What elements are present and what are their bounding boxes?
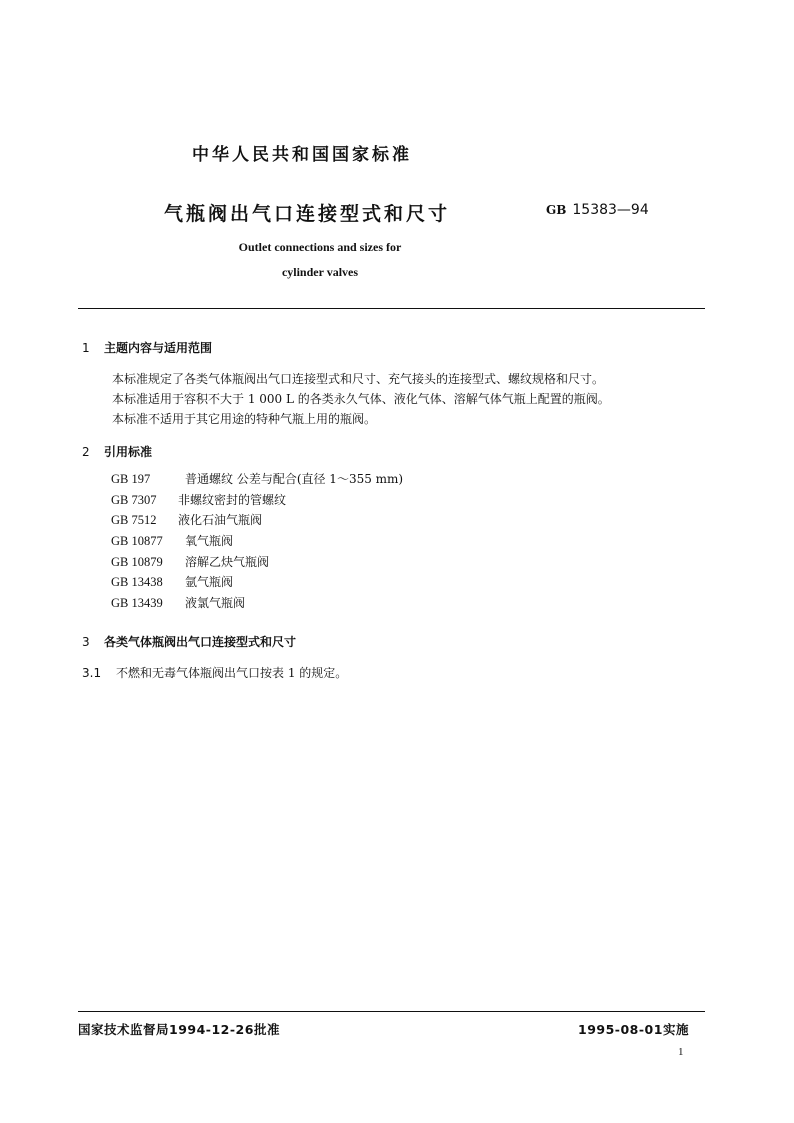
national-standard-title: 中华人民共和国国家标准 <box>192 145 412 165</box>
reference-title: 溶解乙炔气瓶阀 <box>185 554 270 569</box>
reference-code: GB 13439 <box>111 596 163 611</box>
standard-number: 15383—94 <box>572 202 649 218</box>
reference-item <box>111 469 403 490</box>
reference-code: GB 7512 <box>111 513 157 528</box>
section-2-title: 引用标准 <box>104 445 153 459</box>
reference-title: 氧气瓶阀 <box>185 534 234 549</box>
section-3-heading <box>82 633 296 650</box>
reference-item <box>111 510 403 531</box>
reference-item <box>111 490 403 511</box>
section-2-heading <box>82 443 152 460</box>
section-3-number: 3 <box>82 635 90 649</box>
reference-code: GB 7307 <box>111 492 157 507</box>
english-title: Outlet connections and sizes for cylinder valves <box>238 240 402 279</box>
section-1-paragraph-1: 本标准规定了各类气体瓶阀出气口连接型式和尺寸、充气接头的连接型式、螺纹规格和尺寸。 <box>112 372 605 386</box>
reference-item <box>111 572 403 593</box>
reference-title: 液氯气瓶阀 <box>185 596 246 611</box>
section-2-number: 2 <box>82 445 90 459</box>
clause-3-1-number: 3.1 <box>82 666 102 680</box>
approval-line: 国家技术监督局1994-12-26批准 <box>78 1022 280 1037</box>
standard-code <box>546 202 649 218</box>
page-number: 1 <box>678 1046 684 1058</box>
effective-date: 1995-08-01实施 <box>578 1022 689 1037</box>
reference-title: 普通螺纹 公差与配合(直径 1～355 mm) <box>185 472 404 486</box>
reference-item <box>111 552 403 573</box>
section-1-title: 主题内容与适用范围 <box>104 341 213 355</box>
clause-3-1-text: 不燃和无毒气体瓶阀出气口按表 1 的规定。 <box>116 666 348 680</box>
reference-title: 非螺纹密封的管螺纹 <box>178 492 287 507</box>
document-title: 气瓶阀出气口连接型式和尺寸 <box>164 203 451 225</box>
reference-code: GB 10879 <box>111 554 163 569</box>
reference-code: GB 197 <box>111 472 151 486</box>
section-1-number: 1 <box>82 341 90 355</box>
reference-title: 氩气瓶阀 <box>185 575 234 590</box>
footer-divider <box>78 1011 705 1012</box>
section-1-paragraph-2: 本标准适用于容积不大于 1 000 L 的各类永久气体、液化气体、溶解气体气瓶上配置的瓶阀。 <box>112 392 610 406</box>
section-1-paragraph-3: 本标准不适用于其它用途的特种气瓶上用的瓶阀。 <box>112 412 377 426</box>
section-1-heading <box>82 339 212 356</box>
reference-item <box>111 593 403 614</box>
reference-item <box>111 531 403 552</box>
reference-code: GB 10877 <box>111 534 163 549</box>
clause-3-1 <box>82 663 347 683</box>
standard-prefix: GB <box>546 203 567 217</box>
reference-code: GB 13438 <box>111 575 163 590</box>
header-divider <box>78 308 705 309</box>
reference-title: 液化石油气瓶阀 <box>178 513 263 528</box>
section-3-title: 各类气体瓶阀出气口连接型式和尺寸 <box>104 635 297 649</box>
reference-list <box>111 469 403 614</box>
